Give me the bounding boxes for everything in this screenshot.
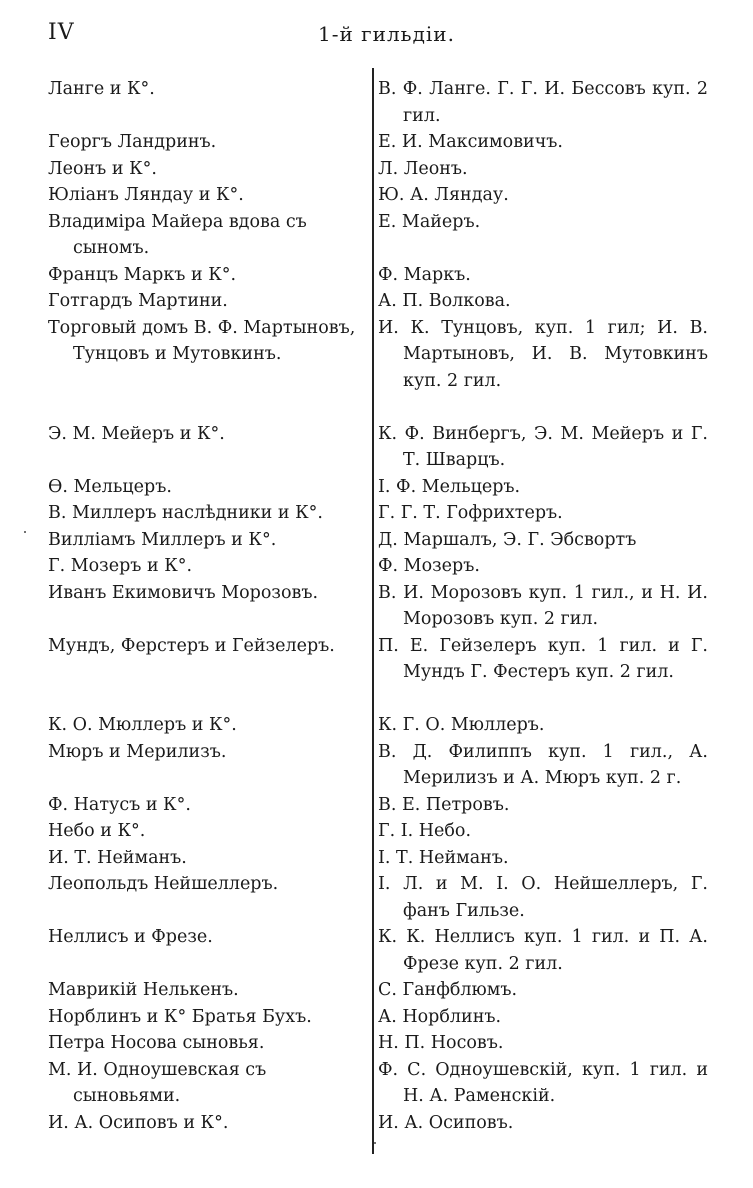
entry-row (48, 129, 708, 156)
firm-name: Э. М. Мейеръ и К°. (48, 423, 225, 444)
entry-row (48, 792, 708, 819)
owner-names: К. Ф. Винбергъ, Э. М. Мейеръ и Г. Т. Шварцъ. (378, 423, 708, 470)
entry-row (48, 845, 708, 872)
owner-names: Д. Маршалъ, Э. Г. Эбсвортъ (378, 529, 637, 550)
entry-row (48, 288, 708, 315)
firm-name: Леопольдъ Нейшеллеръ. (48, 874, 279, 894)
entry-row (48, 580, 708, 633)
owner-names: I. Ф. Мельцеръ. (378, 476, 521, 497)
entry-row (48, 818, 708, 845)
entry-row (48, 924, 708, 977)
firm-name: И. Т. Нейманъ. (48, 847, 187, 868)
firm-name: Маврикій Нелькенъ. (48, 980, 239, 1000)
firm-name: И. А. Осиповъ и К°. (48, 1112, 229, 1133)
firm-name: Юліанъ Ляндау и К°. (48, 185, 244, 205)
firm-name: Торговый домъ В. Ф. Мартыновъ, Тунцовъ и Мутовкинъ. (48, 317, 356, 364)
owner-names: И. К. Тунцовъ, куп. 1 гил; И. В. Мартыновъ, И. В. Мутовкинъ куп. 2 гил. (378, 317, 708, 391)
firm-name: Ланге и К°. (48, 79, 155, 99)
owner-names: В. Ф. Ланге. Г. Г. И. Бессовъ куп. 2 гил. (378, 79, 708, 126)
owner-names: К. Г. О. Мюллеръ. (378, 715, 545, 735)
firm-name: Мюръ и Мерилизъ. (48, 741, 227, 762)
owner-names: В. Е. Петровъ. (378, 794, 510, 815)
firm-name: В. Миллеръ наслѣдники и К°. (48, 503, 323, 523)
entry-row (48, 553, 708, 580)
owner-names: И. А. Осиповъ. (378, 1112, 514, 1133)
firm-name: Леонъ и К°. (48, 158, 157, 179)
owner-names: Ф. С. Одноушевскій, куп. 1 гил. и Н. А. Раменскій. (378, 1059, 708, 1106)
firm-name: Ѳ. Мельцеръ. (48, 476, 172, 497)
entry-row (48, 209, 708, 262)
entries-list (48, 76, 708, 1136)
entry-row (48, 1057, 708, 1110)
owner-names: Л. Леонъ. (378, 158, 468, 179)
entry-row (48, 633, 708, 686)
page-number: IV (48, 20, 75, 45)
entry-gap (48, 686, 708, 713)
entry-row (48, 315, 708, 395)
firm-name: Петра Носова сыновья. (48, 1033, 265, 1053)
print-speck (374, 1142, 376, 1144)
entry-row (48, 182, 708, 209)
firm-name: М. И. Одноушевская съ сыновьями. (48, 1059, 267, 1106)
firm-name: Норблинъ и К° Братья Бухъ. (48, 1006, 312, 1027)
entry-row (48, 871, 708, 924)
owner-names: I. Л. и М. I. О. Нейшеллеръ, Г. фанъ Гильзе. (378, 874, 708, 921)
owner-names: П. Е. Гейзелеръ куп. 1 гил. и Г. Мундъ Г. Фестеръ куп. 2 гил. (378, 635, 708, 682)
owner-names: В. И. Морозовъ куп. 1 гил., и Н. И. Морозовъ куп. 2 гил. (378, 582, 708, 629)
entry-row (48, 1030, 708, 1057)
firm-name: Небо и К°. (48, 821, 146, 841)
page-title: 1-й гильдіи. (318, 22, 455, 46)
firm-name: К. О. Мюллеръ и К°. (48, 715, 237, 735)
entry-row (48, 156, 708, 183)
owner-names: Е. И. Максимовичъ. (378, 132, 563, 152)
entry-row (48, 739, 708, 792)
entry-gap (48, 394, 708, 421)
owner-names: Н. П. Носовъ. (378, 1033, 504, 1053)
owner-names: Ф. Маркъ. (378, 264, 471, 285)
owner-names: Ф. Мозеръ. (378, 556, 480, 576)
owner-names: Г. Г. Т. Гофрихтеръ. (378, 503, 563, 523)
entry-row (48, 262, 708, 289)
owner-names: С. Ганфблюмъ. (378, 980, 518, 1000)
firm-name: Мундъ, Ферстеръ и Гейзелеръ. (48, 635, 335, 656)
owner-names: I. Т. Нейманъ. (378, 847, 509, 868)
firm-name: Францъ Маркъ и К°. (48, 264, 237, 285)
firm-name: Вилліамъ Миллеръ и К°. (48, 529, 277, 550)
entry-row (48, 1004, 708, 1031)
entry-row (48, 474, 708, 501)
entry-row (48, 500, 708, 527)
entry-row (48, 527, 708, 554)
firm-name: Неллисъ и Фрезе. (48, 927, 213, 947)
firm-name: Владиміра Майера вдова съ сыномъ. (48, 211, 307, 258)
entry-row (48, 1110, 708, 1137)
firm-name: Готгардъ Мартини. (48, 291, 228, 311)
entry-row (48, 421, 708, 474)
firm-name: Ф. Натусъ и К°. (48, 794, 191, 815)
owner-names: Е. Майеръ. (378, 211, 481, 232)
firm-name: Георгъ Ландринъ. (48, 132, 217, 152)
entry-row (48, 76, 708, 129)
owner-names: Ю. А. Ляндау. (378, 185, 509, 205)
firm-name: Иванъ Екимовичъ Морозовъ. (48, 582, 319, 603)
entry-row (48, 712, 708, 739)
owner-names: А. Норблинъ. (378, 1006, 502, 1027)
owner-names: В. Д. Филиппъ куп. 1 гил., А. Мерилизъ и А. Мюръ куп. 2 г. (378, 741, 708, 788)
print-speck (24, 531, 26, 533)
owner-names: Г. I. Небо. (378, 821, 472, 841)
firm-name: Г. Мозеръ и К°. (48, 556, 193, 576)
entry-row (48, 977, 708, 1004)
owner-names: А. П. Волкова. (378, 291, 511, 311)
owner-names: К. К. Неллисъ куп. 1 гил. и П. А. Фрезе куп. 2 гил. (378, 927, 708, 974)
